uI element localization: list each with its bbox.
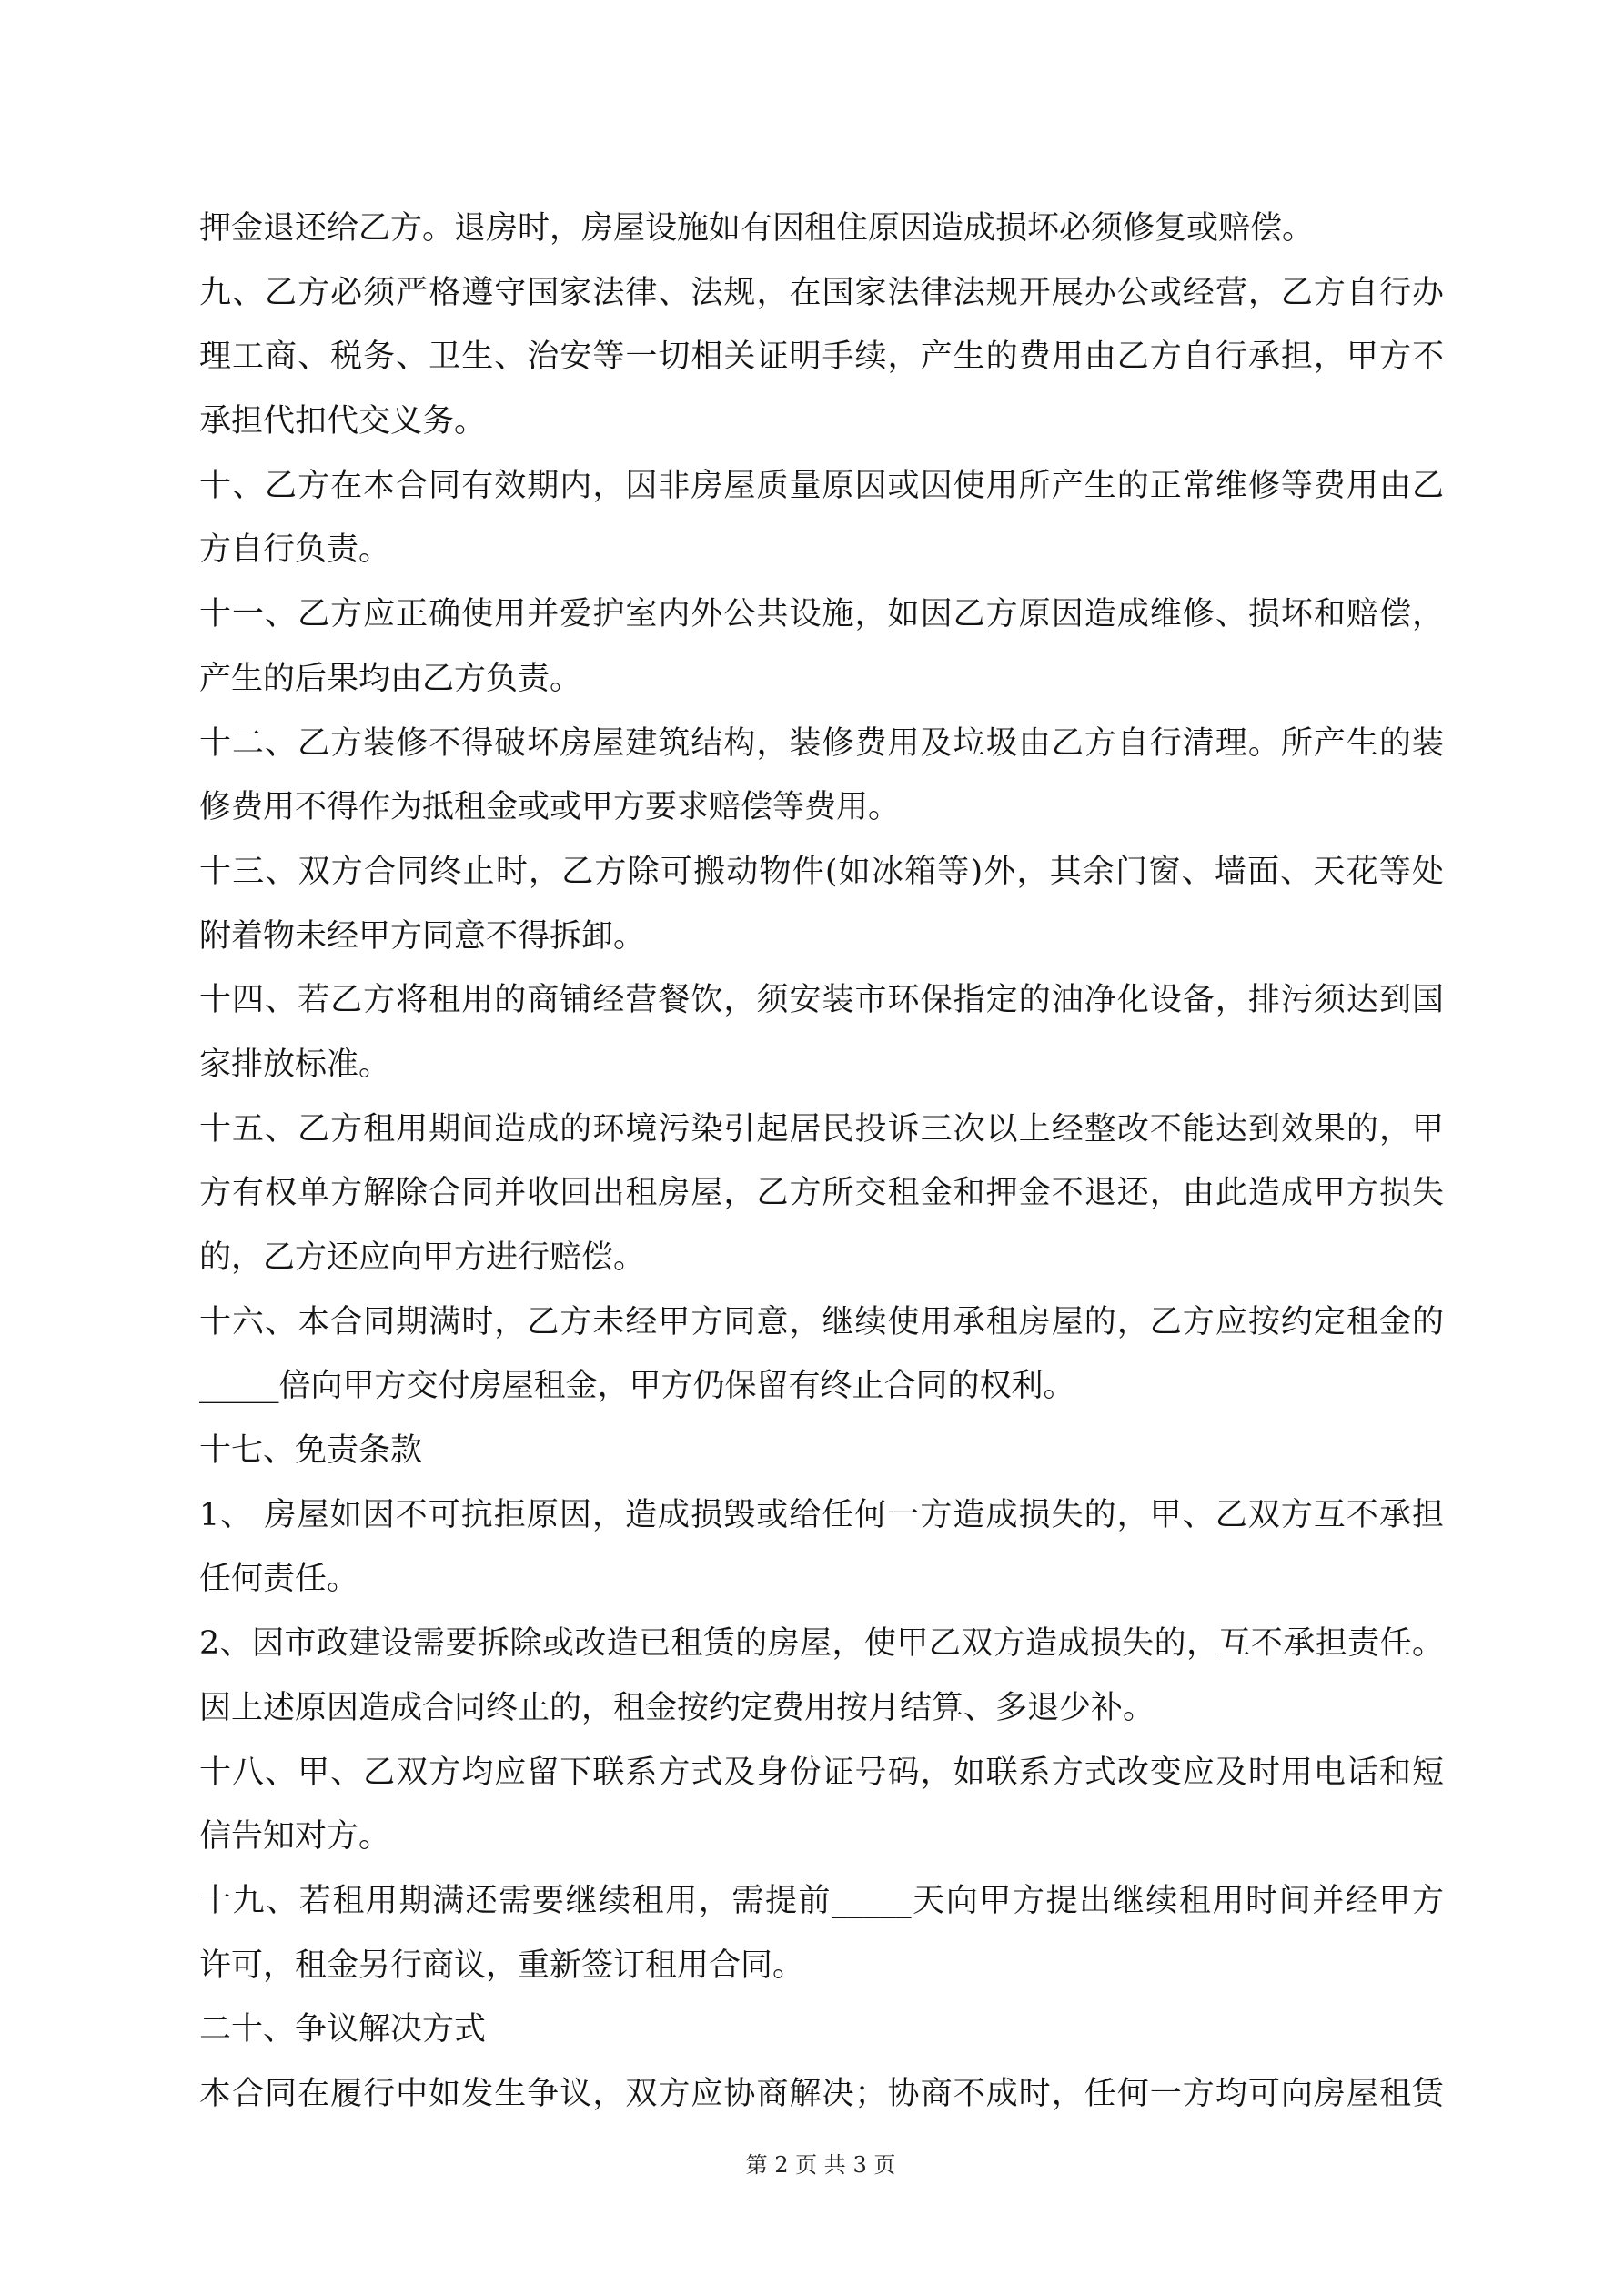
text-line: 承担代扣代交义务。 (199, 403, 487, 440)
document-body (199, 197, 1444, 2127)
clause-20-heading (199, 1998, 1444, 2062)
text-line: 信告知对方。 (199, 1818, 391, 1856)
text-line: 附着物未经甲方同意不得拆卸。 (199, 917, 646, 955)
text-line: 押金退还给乙方。退房时，房屋设施如有因租住原因造成损坏必须修复或赔偿。 (199, 210, 1315, 247)
section-heading: 二十、争议解决方式 (199, 2011, 487, 2048)
text-line: 许可，租金另行商议，重新签订租用合同。 (199, 1947, 805, 1984)
text-line: 因上述原因造成合同终止的，租金按约定费用按月结算、多退少补。 (199, 1689, 1155, 1726)
clause-15 (199, 1097, 1444, 1290)
text-line: 1、 房屋如因不可抗拒原因，造成损毁或给任何一方造成损失的，甲、乙双方互不承担 (199, 1496, 1444, 1533)
clause-17-heading (199, 1419, 1444, 1483)
text-line: 九、乙方必须严格遵守国家法律、法规，在国家法律法规开展办公或经营，乙方自行办 (199, 274, 1444, 311)
text-line: 本合同在履行中如发生争议，双方应协商解决；协商不成时，任何一方均可向房屋租赁 (199, 2075, 1444, 2112)
text-line: 十九、若租用期满还需要继续租用，需提前_____天向甲方提出继续租用时间并经甲方 (199, 1882, 1444, 1919)
text-line: 十四、若乙方将租用的商铺经营餐饮，须安装市环保指定的油净化设备，排污须达到国 (199, 982, 1444, 1019)
text-line: 十五、乙方租用期间造成的环境污染引起居民投诉三次以上经整改不能达到效果的，甲 (199, 1110, 1444, 1148)
clause-9 (199, 261, 1444, 454)
text-line: 修费用不得作为抵租金或或甲方要求赔偿等费用。 (199, 789, 901, 826)
text-line: 十六、本合同期满时，乙方未经甲方同意，继续使用承租房屋的，乙方应按约定租金的 (199, 1303, 1444, 1340)
text-line: 十三、双方合同终止时，乙方除可搬动物件(如冰箱等)外，其余门窗、墙面、天花等处 (199, 853, 1444, 890)
clause-17-item-2 (199, 1612, 1444, 1740)
clause-19 (199, 1869, 1444, 1998)
paragraph-deposit-refund (199, 197, 1444, 261)
text-line: 十八、甲、乙双方均应留下联系方式及身份证号码，如联系方式改变应及时用电话和短 (199, 1754, 1444, 1791)
text-line: 产生的后果均由乙方负责。 (199, 660, 582, 697)
text-line: 2、因市政建设需要拆除或改造已租赁的房屋，使甲乙双方造成损失的，互不承担责任。 (199, 1625, 1444, 1663)
clause-10 (199, 454, 1444, 582)
page-number-footer: 第 2 页 共 3 页 (745, 2152, 896, 2178)
text-line: 方有权单方解除合同并收回出租房屋，乙方所交租金和押金不退还，由此造成甲方损失 (199, 1175, 1444, 1212)
clause-16 (199, 1290, 1444, 1419)
text-line: 十、乙方在本合同有效期内，因非房屋质量原因或因使用所产生的正常维修等费用由乙 (199, 467, 1444, 504)
clause-18 (199, 1741, 1444, 1869)
text-line: 理工商、税务、卫生、治安等一切相关证明手续，产生的费用由乙方自行承担，甲方不 (199, 339, 1444, 376)
clause-12 (199, 712, 1444, 840)
clause-11 (199, 582, 1444, 711)
text-line: 十一、乙方应正确使用并爱护室内外公共设施，如因乙方原因造成维修、损坏和赔偿， (199, 596, 1444, 633)
clause-13 (199, 840, 1444, 968)
text-line: 家排放标准。 (199, 1046, 391, 1083)
section-heading: 十七、免责条款 (199, 1432, 423, 1470)
text-line: 方自行负责。 (199, 531, 391, 569)
clause-17-item-1 (199, 1483, 1444, 1612)
text-line: 的，乙方还应向甲方进行赔偿。 (199, 1239, 646, 1276)
clause-14 (199, 968, 1444, 1097)
clause-20-body (199, 2062, 1444, 2127)
text-line: 十二、乙方装修不得破坏房屋建筑结构，装修费用及垃圾由乙方自行清理。所产生的装 (199, 724, 1444, 762)
text-line: _____倍向甲方交付房屋租金，甲方仍保留有终止合同的权利。 (199, 1368, 1075, 1405)
text-line: 任何责任。 (199, 1561, 359, 1598)
